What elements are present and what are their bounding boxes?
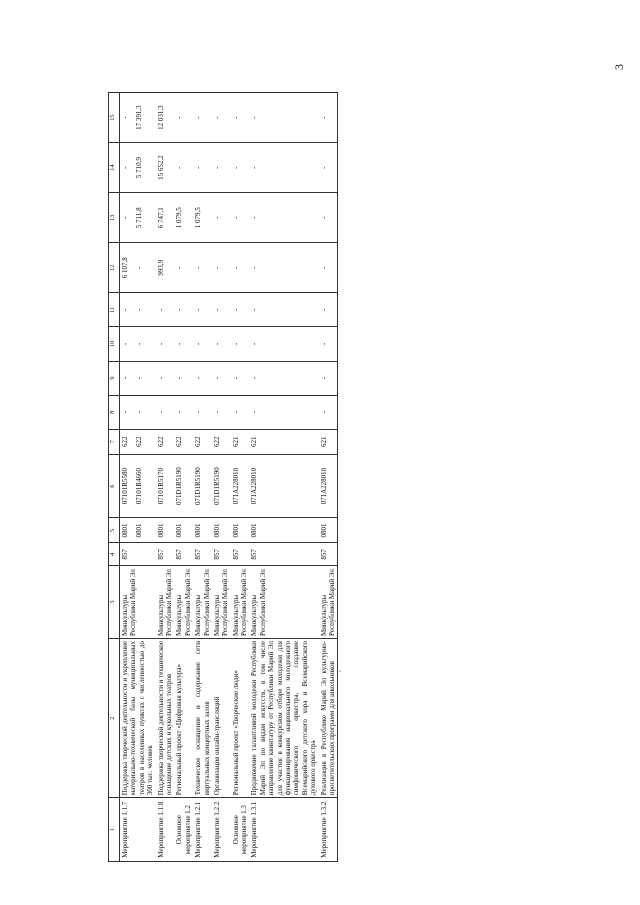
- row-value-cell: [231, 454, 250, 518]
- row-value-cell: [212, 293, 231, 327]
- row-executor: Минкультуры Республики Марий Эл: [231, 566, 250, 639]
- row-value-cell: [212, 243, 231, 293]
- row-value: 0801: [175, 523, 184, 538]
- row-value-cell: [249, 543, 318, 566]
- row-value: -: [194, 342, 203, 346]
- row-value: -: [135, 308, 143, 311]
- col-header: 1: [109, 798, 120, 862]
- col-header: 14: [109, 143, 120, 193]
- row-value-cell: [120, 327, 156, 361]
- row-value-cell: [212, 395, 231, 429]
- row-value-cell: [231, 395, 250, 429]
- page-number: 3: [612, 64, 626, 70]
- row-code: Мероприятие 1.3.2: [319, 798, 338, 862]
- col-header: 3: [109, 566, 120, 639]
- col-header: 10: [109, 327, 120, 361]
- row-value: 622: [135, 436, 143, 448]
- row-value: -: [175, 342, 184, 346]
- col-header: 4: [109, 543, 120, 566]
- row-value-cell: [120, 454, 156, 518]
- table-row: [174, 93, 193, 862]
- row-value: 0801: [319, 523, 328, 538]
- row-value: 857: [212, 549, 221, 560]
- row-value-cell: [212, 143, 231, 193]
- row-value: 071A228010: [231, 467, 240, 505]
- row-value-cell: [193, 293, 212, 327]
- row-value-cell: [193, 193, 212, 243]
- row-value: -: [121, 342, 129, 346]
- row-value: -: [121, 308, 129, 311]
- row-value-cell: [249, 243, 318, 293]
- table-row: [120, 93, 156, 862]
- row-name: Региональный проект «Цифровая культура»: [174, 639, 193, 798]
- row-value: -: [319, 342, 328, 346]
- row-value: 0801: [156, 523, 165, 538]
- row-value-cell: [174, 193, 193, 243]
- row-value-cell: [174, 143, 193, 193]
- row-value-cell: [249, 193, 318, 243]
- row-value-cell: [231, 518, 250, 543]
- row-value-cell: [174, 361, 193, 395]
- row-value-cell: [319, 518, 338, 543]
- row-code: Мероприятие 1.1.7: [120, 798, 156, 862]
- row-value-cell: [319, 327, 338, 361]
- row-value: 071D1R5190: [175, 467, 184, 505]
- row-value-cell: [174, 293, 193, 327]
- row-value-cell: [231, 327, 250, 361]
- row-value-cell: [319, 293, 338, 327]
- row-value-cell: [156, 543, 175, 566]
- row-value: -: [194, 411, 203, 414]
- table-body: [120, 93, 338, 862]
- row-value: -: [121, 216, 129, 219]
- col-header: 12: [109, 243, 120, 293]
- row-value: -: [250, 116, 259, 119]
- row-executor: Минкультуры Республики Марий Эл: [212, 566, 231, 639]
- row-value: 0801: [121, 523, 129, 538]
- row-executor: Минкультуры Республики Марий Эл: [156, 566, 175, 639]
- row-value: -: [250, 216, 259, 219]
- row-value-cell: [156, 243, 175, 293]
- row-value-cell: [193, 143, 212, 193]
- row-value: 071D1R5190: [194, 467, 203, 505]
- table-row: [249, 93, 318, 862]
- row-value-cell: [120, 193, 156, 243]
- row-value: 07101R5580: [121, 468, 129, 505]
- row-value-cell: [212, 361, 231, 395]
- row-executor: Минкультуры Республики Марий Эл: [193, 566, 212, 639]
- col-header: 6: [109, 454, 120, 518]
- row-value: -: [135, 266, 143, 269]
- row-value: -: [156, 411, 165, 414]
- row-value-cell: [193, 327, 212, 361]
- row-value: 622: [194, 436, 203, 448]
- row-value: -: [250, 166, 259, 169]
- row-value: 071D1R5190: [212, 467, 221, 505]
- row-value: -: [212, 411, 221, 414]
- row-value: -: [194, 266, 203, 269]
- row-value: -: [231, 216, 240, 219]
- row-code: Мероприятие 1.3.1: [249, 798, 318, 862]
- row-value: 15 652,2: [156, 155, 165, 180]
- row-value: 0801: [250, 523, 259, 538]
- row-value-cell: [120, 293, 156, 327]
- row-value: -: [319, 216, 328, 219]
- row-value: 6 107,8: [121, 257, 129, 279]
- row-value-cell: [156, 327, 175, 361]
- row-value-cell: [319, 361, 338, 395]
- row-value-cell: [174, 454, 193, 518]
- row-value-cell: [156, 93, 175, 143]
- row-value: 621: [250, 436, 259, 448]
- row-name: Техническое оснащение и содержание сети виртуальных концертных залов: [193, 639, 212, 798]
- row-value-cell: [174, 93, 193, 143]
- row-value-cell: [174, 543, 193, 566]
- row-value-cell: [174, 243, 193, 293]
- row-value-cell: [231, 143, 250, 193]
- column-number-row: [109, 93, 120, 862]
- row-value-cell: [319, 454, 338, 518]
- row-value: -: [231, 116, 240, 119]
- row-value-cell: [193, 93, 212, 143]
- row-value: 622: [156, 436, 165, 448]
- row-value: -: [319, 308, 328, 311]
- row-value-cell: [174, 518, 193, 543]
- row-name: Продвижение талантливой молодежи Республики Марий Эл по видам искусств, в том числе направление квинтатуру от Республики Марий Эл для участия в конкурсном отборе молодежи для функционирования национального молодежного симфонического оркестра, создание Всемарийского детского хора и Всемарийского духового оркестра: [249, 639, 318, 798]
- row-value-cell: [249, 361, 318, 395]
- row-value: 07101R5170: [156, 468, 165, 505]
- row-value-cell: [212, 454, 231, 518]
- row-executor: Минкультуры Республики Марий Эл: [174, 566, 193, 639]
- row-value-cell: [231, 361, 250, 395]
- row-value: -: [156, 342, 165, 346]
- row-value-cell: [120, 143, 156, 193]
- row-value-cell: [156, 193, 175, 243]
- row-value-cell: [193, 454, 212, 518]
- row-value-cell: [120, 429, 156, 454]
- row-value: 0801: [194, 523, 203, 538]
- row-value-cell: [193, 243, 212, 293]
- row-value-cell: [319, 543, 338, 566]
- row-code: Основное мероприятие 1.3: [231, 798, 250, 862]
- row-value: -: [250, 266, 259, 269]
- row-value: -: [135, 411, 143, 414]
- row-value-cell: [249, 293, 318, 327]
- table-row: [156, 93, 175, 862]
- row-value-cell: [249, 429, 318, 454]
- row-name: Организация онлайн-трансляций: [212, 639, 231, 798]
- row-value: [135, 546, 144, 564]
- row-value: -: [319, 266, 328, 269]
- rotated-table-container: [108, 92, 523, 862]
- row-value-cell: [120, 361, 156, 395]
- row-value: 07101R4660: [135, 468, 143, 505]
- col-header: 8: [109, 395, 120, 429]
- row-value-cell: [156, 143, 175, 193]
- row-value: 17 391,3: [135, 105, 143, 130]
- row-value-cell: [319, 395, 338, 429]
- row-value-cell: [212, 543, 231, 566]
- row-value: 6 747,1: [156, 207, 165, 229]
- row-value-cell: [231, 429, 250, 454]
- row-value-cell: [193, 518, 212, 543]
- row-value: 857: [319, 549, 328, 560]
- row-value: -: [175, 411, 184, 414]
- row-value-cell: [156, 395, 175, 429]
- row-value: 857: [231, 549, 240, 560]
- row-value-cell: [193, 429, 212, 454]
- row-value-cell: [212, 327, 231, 361]
- col-header: 7: [109, 429, 120, 454]
- col-header: 9: [109, 361, 120, 395]
- row-value-cell: [120, 243, 156, 293]
- row-name: Реализация в Республике Марий Эл культурно-просветительских программ для школьников: [319, 639, 338, 798]
- row-value: -: [194, 376, 203, 380]
- row-value: 071A228010: [250, 467, 259, 505]
- row-value-cell: [249, 327, 318, 361]
- row-value: -: [212, 116, 221, 119]
- row-code: Мероприятие 1.2.1: [193, 798, 212, 862]
- row-value-cell: [249, 395, 318, 429]
- row-value: 622: [212, 436, 221, 448]
- row-value: -: [121, 376, 129, 380]
- row-value-cell: [212, 93, 231, 143]
- row-value: -: [175, 116, 184, 119]
- row-value: 1 079,5: [194, 207, 203, 229]
- row-value: 0801: [212, 523, 221, 538]
- row-value-cell: [319, 93, 338, 143]
- row-value-cell: [193, 361, 212, 395]
- row-value: 622: [175, 436, 184, 448]
- row-value: -: [319, 376, 328, 380]
- row-value-cell: [174, 395, 193, 429]
- row-value-cell: [249, 143, 318, 193]
- row-value: 857: [156, 549, 165, 560]
- row-value: 857: [121, 549, 129, 560]
- row-value: 621: [231, 436, 240, 448]
- row-value: -: [175, 308, 184, 311]
- row-value: 5 710,9: [135, 157, 143, 179]
- row-value-cell: [231, 293, 250, 327]
- row-value-cell: [249, 518, 318, 543]
- row-value: -: [212, 376, 221, 380]
- row-value: -: [212, 342, 221, 346]
- row-value: 12 031,3: [156, 105, 165, 130]
- row-value: -: [231, 166, 240, 169]
- row-executor: Минкультуры Республики Марий Эл: [120, 566, 156, 639]
- row-value: -: [231, 411, 240, 414]
- row-value: -: [250, 411, 259, 414]
- row-value: 622: [121, 436, 129, 448]
- row-value: -: [194, 166, 203, 169]
- row-value-cell: [120, 518, 156, 543]
- row-value: -: [319, 411, 328, 414]
- row-value: -: [231, 266, 240, 269]
- col-header: 5: [109, 518, 120, 543]
- table-row: [231, 93, 250, 862]
- row-value: -: [194, 116, 203, 119]
- row-value: 0801: [135, 523, 143, 538]
- row-value: -: [156, 376, 165, 380]
- row-value-cell: [249, 93, 318, 143]
- row-value-cell: [212, 518, 231, 543]
- row-value: -: [121, 116, 129, 119]
- row-code: Основное мероприятие 1.2: [174, 798, 193, 862]
- row-value: -: [121, 411, 129, 414]
- row-value-cell: [319, 243, 338, 293]
- row-value: -: [194, 308, 203, 311]
- row-value-cell: [120, 395, 156, 429]
- col-header: 11: [109, 293, 120, 327]
- row-value: -: [212, 308, 221, 311]
- row-value-cell: [156, 518, 175, 543]
- row-value-cell: [319, 193, 338, 243]
- row-value-cell: [120, 93, 156, 143]
- row-value: -: [212, 216, 221, 219]
- row-value: -: [250, 342, 259, 346]
- col-header: 13: [109, 193, 120, 243]
- row-value: -: [175, 376, 184, 380]
- row-value: -: [231, 342, 240, 346]
- row-executor: Минкультуры Республики Марий Эл: [249, 566, 318, 639]
- row-executor: Минкультуры Республики Марий Эл: [319, 566, 338, 639]
- row-value-cell: [156, 429, 175, 454]
- row-name: Региональный проект «Творческие люди»: [231, 639, 250, 798]
- col-header: 2: [109, 639, 120, 798]
- row-value-cell: [156, 454, 175, 518]
- row-value: -: [175, 266, 184, 269]
- row-value-cell: [249, 454, 318, 518]
- row-value: 993,9: [156, 259, 165, 276]
- row-value-cell: [231, 243, 250, 293]
- row-value: -: [212, 166, 221, 169]
- row-value-cell: [231, 543, 250, 566]
- row-value: -: [175, 166, 184, 169]
- row-value: -: [319, 116, 328, 119]
- row-value-cell: [212, 429, 231, 454]
- row-value: -: [319, 166, 328, 169]
- row-value: -: [212, 266, 221, 269]
- row-value-cell: [156, 361, 175, 395]
- row-value-cell: [174, 429, 193, 454]
- row-value-cell: [319, 143, 338, 193]
- row-name: Поддержка творческой деятельности и укрепление материально-технической базы муниципальных театров в населенных пунктах с численностью до 300 тыс. человек: [120, 639, 156, 798]
- row-value-cell: [231, 93, 250, 143]
- row-value: -: [156, 308, 165, 311]
- row-value-cell: [156, 293, 175, 327]
- row-value: 5 711,8: [135, 207, 143, 229]
- row-value: -: [121, 166, 129, 169]
- row-value: 857: [175, 549, 184, 560]
- row-value: 857: [194, 549, 203, 560]
- row-value: -: [250, 376, 259, 380]
- row-code: Мероприятие 1.1.8: [156, 798, 175, 862]
- row-code: Мероприятие 1.2.2: [212, 798, 231, 862]
- row-value-cell: [319, 429, 338, 454]
- row-value-cell: [193, 543, 212, 566]
- row-value: 0801: [231, 523, 240, 538]
- row-value: -: [231, 376, 240, 380]
- row-value-cell: [174, 327, 193, 361]
- table-row: [212, 93, 231, 862]
- col-header: 15: [109, 93, 120, 143]
- row-value-cell: [212, 193, 231, 243]
- row-value: 071A228010: [319, 467, 328, 505]
- row-value: -: [250, 308, 259, 311]
- row-value-cell: [231, 193, 250, 243]
- row-value: -: [231, 308, 240, 311]
- row-value: 1 079,5: [175, 207, 184, 229]
- row-value: -: [135, 342, 143, 346]
- row-value: -: [135, 376, 143, 380]
- row-name: Поддержка творческой деятельности и техническое оснащение детских и кукольных театров: [156, 639, 175, 798]
- row-value: 857: [250, 549, 259, 560]
- table-row: [193, 93, 212, 862]
- row-value-cell: [193, 395, 212, 429]
- row-value-cell: [120, 543, 156, 566]
- table-row: [319, 93, 338, 862]
- row-value: 621: [319, 436, 328, 448]
- budget-table: [108, 92, 338, 862]
